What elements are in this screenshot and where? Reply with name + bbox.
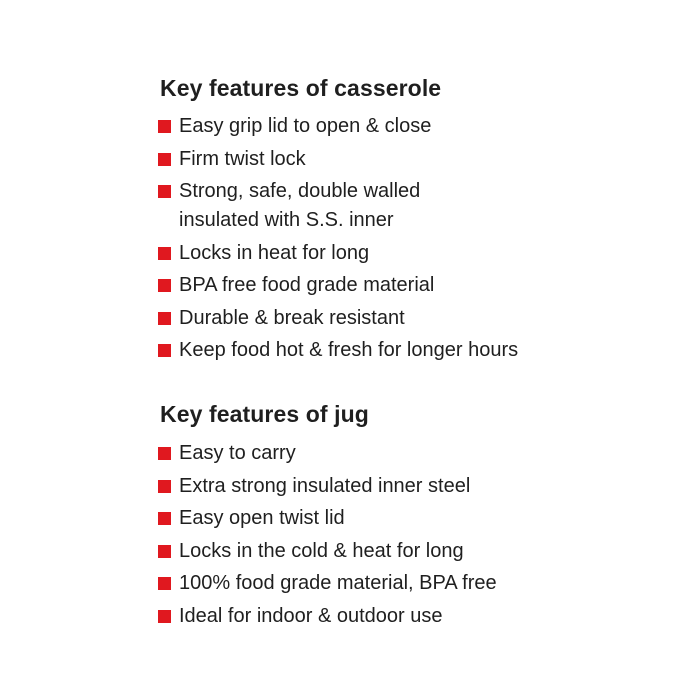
list-item (160, 112, 518, 141)
list-item (160, 472, 497, 501)
red-square-bullet-icon (158, 153, 171, 166)
red-square-bullet-icon (158, 610, 171, 623)
jug-heading: Key features of jug (160, 401, 369, 427)
red-square-bullet-icon (158, 312, 171, 325)
feature-text: Durable & break resistant (179, 306, 405, 329)
feature-text: Easy grip lid to open & close (179, 115, 432, 137)
list-item (160, 177, 518, 235)
list-item (160, 336, 518, 365)
feature-text: Ideal for indoor & outdoor use (179, 604, 443, 627)
list-item (160, 439, 497, 468)
list-item (160, 145, 518, 174)
red-square-bullet-icon (158, 447, 171, 460)
list-item (160, 537, 497, 566)
red-square-bullet-icon (158, 545, 171, 558)
red-square-bullet-icon (158, 480, 171, 493)
jug-features-section (160, 398, 497, 634)
feature-text: Extra strong insulated inner steel (179, 474, 471, 497)
feature-text: Easy open twist lid (179, 507, 345, 529)
red-square-bullet-icon (158, 279, 171, 292)
feature-text: BPA free food grade material (179, 274, 435, 296)
list-item (160, 271, 518, 300)
feature-text: Firm twist lock (179, 147, 306, 170)
feature-text: Locks in heat for long (179, 241, 370, 264)
red-square-bullet-icon (158, 512, 171, 525)
feature-text-line: insulated with S.S. inner (179, 209, 394, 231)
list-item (160, 239, 518, 268)
casserole-features-section (160, 72, 518, 369)
casserole-heading: Key features of casserole (160, 75, 442, 101)
feature-text: Easy to carry (179, 442, 296, 464)
casserole-feature-list (160, 112, 518, 365)
list-item (160, 304, 518, 333)
red-square-bullet-icon (158, 120, 171, 133)
feature-text (179, 177, 420, 235)
feature-text: 100% food grade material, BPA free (179, 572, 497, 594)
list-item (160, 602, 497, 631)
list-item (160, 569, 497, 598)
jug-feature-list (160, 439, 497, 631)
red-square-bullet-icon (158, 577, 171, 590)
list-item (160, 504, 497, 533)
feature-text: Locks in the cold & heat for long (179, 539, 464, 562)
feature-text: Keep food hot & fresh for longer hours (179, 339, 519, 361)
red-square-bullet-icon (158, 247, 171, 260)
feature-text-line: Strong, safe, double walled (179, 180, 421, 202)
red-square-bullet-icon (158, 344, 171, 357)
red-square-bullet-icon (158, 185, 171, 198)
